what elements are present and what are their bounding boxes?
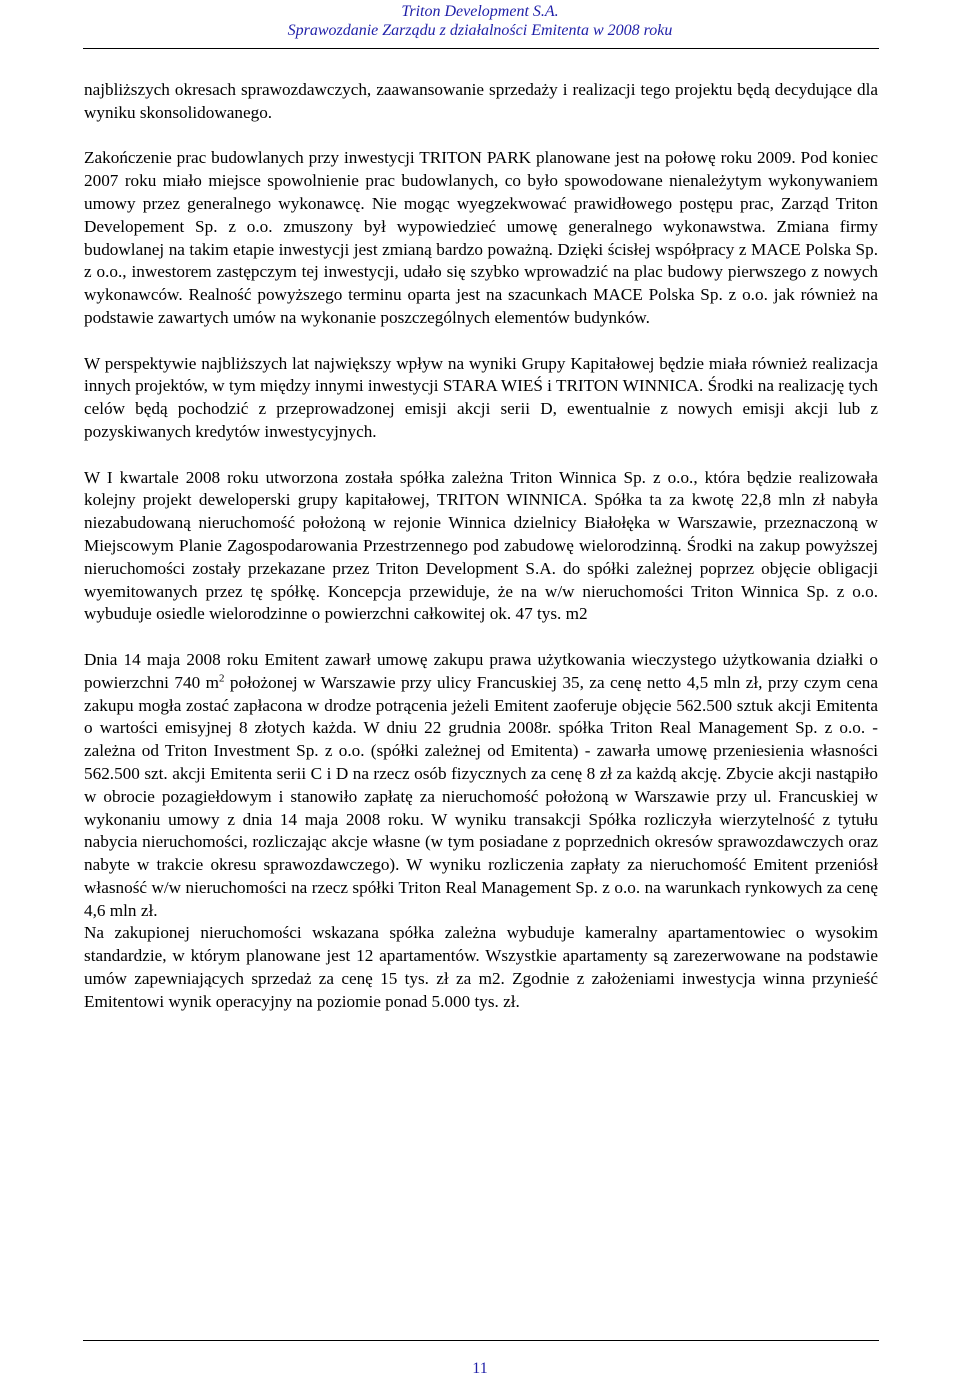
page-number: 11: [472, 1360, 488, 1377]
header-company: Triton Development S.A.: [401, 3, 559, 20]
paragraph-6: Na zakupionej nieruchomości wskazana spółka zależna wybuduje kameralny apartamentowiec o wysokim standardzie, w którym planowane jest 12 apartamentów. Wszystkie apartamenty są zarezerwowane na podstawie umów zapewniających sprzedaż za cenę 15 tys. zł za m2. Zgodnie z założeniami inwestycja winna przynieść Emitentowi wynik operacyjny na poziomie ponad 5.000 tys. zł.: [84, 923, 878, 1011]
document-body: [84, 79, 878, 1014]
paragraph-5-text-a: Dnia 14 maja 2008 roku Emitent zawarł umowę zakupu prawa użytkowania wieczystego użytkowania działki o powierzchni 740 m: [84, 649, 878, 692]
header-subtitle: Sprawozdanie Zarządu z działalności Emitenta w 2008 roku: [287, 22, 673, 39]
paragraph-5: [84, 649, 878, 923]
header-divider: [83, 48, 879, 49]
paragraph-1: najbliższych okresach sprawozdawczych, zaawansowanie sprzedaży i realizacji tego projektu będą decydujące dla wyniku skonsolidowanego.: [84, 80, 878, 122]
superscript-squared: 2: [218, 671, 225, 684]
paragraph-3: W perspektywie najbliższych lat największy wpływ na wyniki Grupy Kapitałowej będzie miała również realizacja innych projektów, w tym między innymi inwestycji STARA WIEŚ i TRITON WINNICA. Środki na realizację tych celów będą pochodzić z przeprowadzonej emisji akcji serii D, ewentualnie z nowych emisji akcji lub z pozyskiwanych kredytów inwestycyjnych.: [84, 353, 878, 441]
paragraph-5-text-b: położonej w Warszawie przy ulicy Francuskiej 35, za cenę netto 4,5 mln zł, przy czym cena zakupu mogła zostać zapłacona w drodze potrącenia jeżeli Emitent zaoferuje objęcie 562.500 sztuk akcji Emitenta o wartości emisyjnej 8 złotych każda. W dniu 22 grudnia 2008r. spółka Triton Real Management Sp. z o.o. - zależna od Triton Investment Sp. z o.o. (spółki zależnej od Emitenta) - zawarła umowę przeniesienia własności 562.500 szt. akcji Emitenta serii C i D na rzecz osób fizycznych za cenę 8 zł za każdą akcję. Zbycie akcji nastąpiło w obrocie pozagiełdowym i stanowiło zapłatę za nieruchomość położoną w Warszawie przy ul. Francuskiej w wykonaniu umowy z dnia 14 maja 2008 roku. W wyniku transakcji Spółka rozliczyła wierzytelność z tytułu nabycia nieruchomości, rozliczając akcje własne (w tym posiadane z poprzednich okresów sprawozdawczych oraz nabyte w trakcie okresu sprawozdawczego). W wyniku rozliczenia zapłaty za nieruchomość Emitent przeniósł własność w/w nieruchomości na rzecz spółki Triton Real Management Sp. z o.o. na warunkach rynkowych za cenę 4,6 mln zł.: [84, 672, 878, 920]
paragraph-2: Zakończenie prac budowlanych przy inwestycji TRITON PARK planowane jest na połowę roku 2009. Pod koniec 2007 roku miało miejsce spowolnienie prac budowlanych, co było spowodowane nienależytym wykonywaniem umowy przez generalnego wykonawcę. Nie mogąc wyegzekwować prawidłowego postępu prac, Zarząd Triton Developement Sp. z o.o. zmuszony był wypowiedzieć umowę generalnego wykonawstwa. Zmiana firmy budowlanej na takim etapie inwestycji jest zmianą bardzo poważną. Dzięki ścisłej współpracy z MACE Polska Sp. z o.o., inwestorem zastępczym tej inwestycji, udało się szybko wprowadzić na plac budowy pierwszego z nowych wykonawców. Realność powyższego terminu oparta jest na szacunkach MACE Polska Sp. z o.o. jak również na podstawie zawartych umów na wykonanie poszczególnych elementów budynków.: [84, 148, 878, 327]
paragraph-4: W I kwartale 2008 roku utworzona została spółka zależna Triton Winnica Sp. z o.o., która będzie realizowała kolejny projekt deweloperski grupy kapitałowej, TRITON WINNICA. Spółka ta za kwotę 22,8 mln zł nabyła niezabudowaną nieruchomość położoną w rejonie Winnica dzielnicy Białołęka w Warszawie, przeznaczoną w Miejscowym Planie Zagospodarowania Przestrzennego pod zabudowę wielorodzinną. Środki na zakup powyższej nieruchomości zostały przekazane przez Triton Development S.A. do spółki zależnej poprzez objęcie obligacji wyemitowanych przez tę spółkę. Koncepcja przewiduje, że na w/w nieruchomości Triton Winnica Sp. z o.o. wybuduje osiedle wielorodzinne o powierzchni całkowitej ok. 47 tys. m2: [84, 467, 878, 624]
footer-divider: [83, 1340, 879, 1341]
